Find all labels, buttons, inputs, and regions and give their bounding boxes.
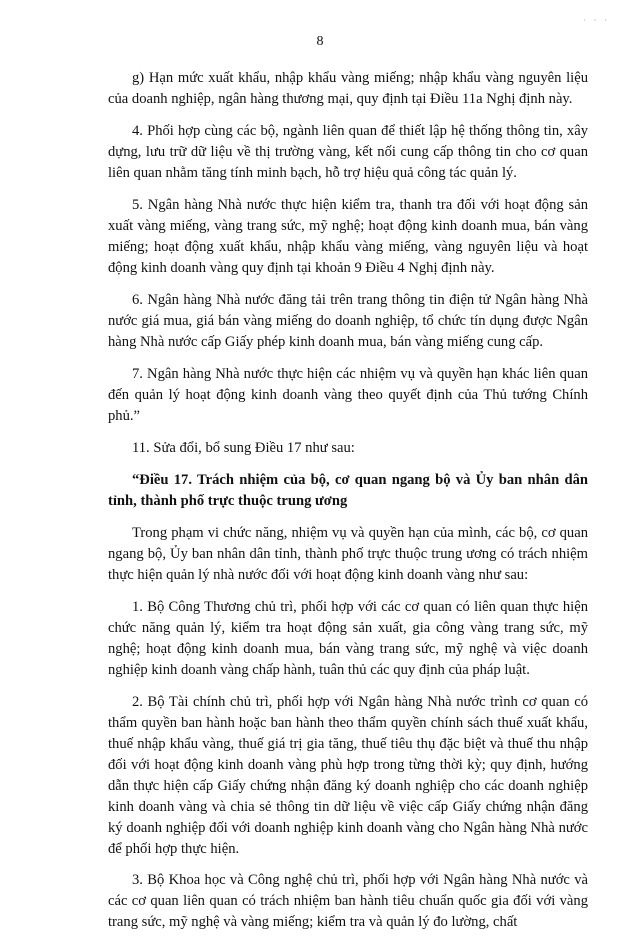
article-17-heading: “Điều 17. Trách nhiệm của bộ, cơ quan ngang bộ và Ủy ban nhân dân tỉnh, thành phố trực thuộc trung ương (108, 472, 588, 509)
article-17-item-2: 2. Bộ Tài chính chủ trì, phối hợp với Ngân hàng Nhà nước trình cơ quan có thẩm quyền ban hành hoặc ban hành theo thẩm quyền chính sách thuế xuất khẩu, thuế nhập khẩu vàng, thuế giá trị gia tăng, thuế tiêu thụ đặc biệt và thuế thu nhập đối với hoạt động kinh doanh vàng phù hợp trong từng thời kỳ; quy định, hướng dẫn thực hiện cấp Giấy chứng nhận đăng ký doanh nghiệp cho các doanh nghiệp kinh doanh vàng và chia sẻ thông tin dữ liệu về việc cấp Giấy chứng nhận đăng ký doanh nghiệp đối với doanh nghiệp kinh doanh vàng cho Ngân hàng Nhà nước để phối hợp thực hiện. (108, 694, 588, 857)
paragraph-item-5: 5. Ngân hàng Nhà nước thực hiện kiểm tra, thanh tra đối với hoạt động sản xuất vàng miếng, vàng trang sức, mỹ nghệ; hoạt động kinh doanh mua, bán vàng miếng; hoạt động xuất khẩu, nhập khẩu vàng miếng, vàng nguyên liệu và hoạt động kinh doanh vàng quy định tại khoản 9 Điều 4 Nghị định này. (108, 197, 588, 276)
page-number: 8 (316, 34, 324, 49)
paragraph-point-g: g) Hạn mức xuất khẩu, nhập khẩu vàng miếng; nhập khẩu vàng nguyên liệu của doanh nghiệp, ngân hàng thương mại, quy định tại Điều 11a Nghị định này. (108, 70, 588, 107)
article-17-intro: Trong phạm vi chức năng, nhiệm vụ và quyền hạn của mình, các bộ, cơ quan ngang bộ, Ủy ban nhân dân tỉnh, thành phố trực thuộc trung ương có trách nhiệm thực hiện quản lý nhà nước đối với hoạt động kinh doanh vàng như sau: (108, 525, 588, 583)
amendment-clause-11: 11. Sửa đổi, bổ sung Điều 17 như sau: (132, 440, 355, 456)
paragraph-item-4: 4. Phối hợp cùng các bộ, ngành liên quan để thiết lập hệ thống thông tin, xây dựng, lưu trữ dữ liệu về thị trường vàng, kết nối cung cấp thông tin cho cơ quan liên quan nhằm tăng tính minh bạch, hỗ trợ hiệu quả công tác quản lý. (108, 123, 588, 181)
document-body (108, 68, 588, 944)
article-17-item-1: 1. Bộ Công Thương chủ trì, phối hợp với các cơ quan có liên quan thực hiện chức năng quản lý, kiểm tra hoạt động sản xuất, gia công vàng trang sức, mỹ nghệ; hoạt động kinh doanh mua, bán vàng trang sức, mỹ nghệ và việc doanh nghiệp kinh doanh vàng chấp hành, tuân thủ các quy định của pháp luật. (108, 599, 588, 678)
scan-marks: · · · (583, 16, 610, 25)
paragraph-item-7: 7. Ngân hàng Nhà nước thực hiện các nhiệm vụ và quyền hạn khác liên quan đến quản lý hoạt động kinh doanh vàng theo quyết định của Thủ tướng Chính phủ.” (108, 366, 588, 424)
paragraph-item-6: 6. Ngân hàng Nhà nước đăng tải trên trang thông tin điện tử Ngân hàng Nhà nước giá mua, giá bán vàng miếng do doanh nghiệp, tổ chức tín dụng được Ngân hàng Nhà nước cấp Giấy phép kinh doanh mua, bán vàng miếng cung cấp. (108, 292, 588, 350)
article-17-item-3: 3. Bộ Khoa học và Công nghệ chủ trì, phối hợp với Ngân hàng Nhà nước và các cơ quan liên quan có trách nhiệm ban hành tiêu chuẩn quốc gia đối với vàng trang sức, mỹ nghệ và vàng miếng; kiểm tra và quản lý đo lường, chất (108, 872, 588, 930)
